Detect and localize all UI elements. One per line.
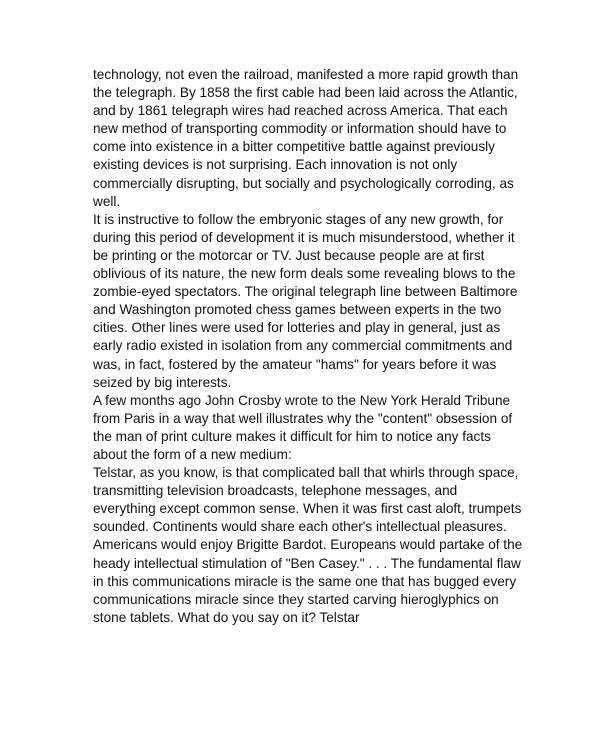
paragraph-telegraph-growth: technology, not even the railroad, manifested a more rapid growth than the telegraph. By 1858 the first cable had been laid across the Atlantic, and by 1861 telegraph wires had reached across America. That each new method of transporting commodity or information should have to come into existence in a bitter competitive battle against previously existing devices is not surprising. Each innovation is not only commercially disrupting, but socially and psychologically corroding, as well.	[93, 67, 519, 209]
paragraph-john-crosby: A few months ago John Crosby wrote to the New York Herald Tribune from Paris in a way that well illustrates why the "content" obsession of the man of print culture makes it difficult for him to notice any facts about the form of a new medium:	[93, 392, 513, 462]
paragraph-embryonic-stages: It is instructive to follow the embryonic stages of any new growth, for during this period of development it is much misunderstood, whether it be printing or the motorcar or TV. Just because people are at first oblivious of its nature, the new form deals some revealing blows to the zombie-eyed spectators. The original telegraph line between Baltimore and Washington promoted chess games between experts in the two cities. Other lines were used for lotteries and play in general, just as early radio existed in isolation from any commercial commitments and was, in fact, fostered by the amateur "hams" for years before it was seized by big interests.	[93, 211, 518, 390]
paragraph-telstar-quote: Telstar, as you know, is that complicated ball that whirls through space, transmitting television broadcasts, telephone messages, and everything except common sense. When it was first cast aloft, trumpets sounded. Continents would share each other's intellectual pleasures. Americans would enjoy Brigitte Bardot. Europeans would partake of the heady intellectual stimulation of "Ben Casey." . . . The fundamental flaw in this communications miracle is the same one that has bugged every communications miracle since they started carving hieroglyphics on stone tablets. What do you say on it? Telstar	[93, 465, 523, 625]
body-text	[93, 66, 523, 627]
